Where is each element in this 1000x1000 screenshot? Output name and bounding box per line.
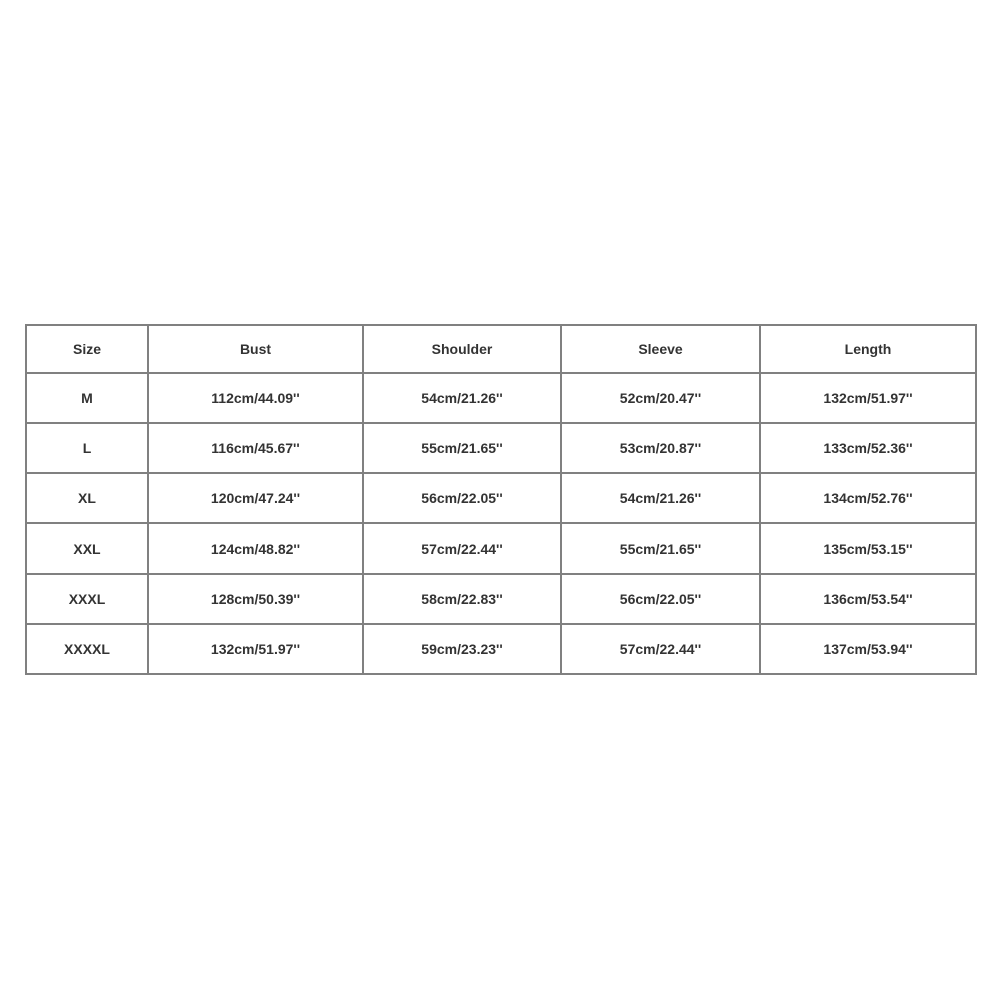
header-shoulder: Shoulder — [363, 325, 561, 373]
sleeve-cell: 57cm/22.44'' — [561, 624, 760, 674]
table-row — [26, 473, 976, 523]
shoulder-cell: 59cm/23.23'' — [363, 624, 561, 674]
bust-cell: 120cm/47.24'' — [148, 473, 363, 523]
length-cell: 135cm/53.15'' — [760, 523, 976, 573]
shoulder-cell: 58cm/22.83'' — [363, 574, 561, 624]
shoulder-cell: 57cm/22.44'' — [363, 523, 561, 573]
header-bust: Bust — [148, 325, 363, 373]
size-cell: XXXXL — [26, 624, 148, 674]
shoulder-cell: 54cm/21.26'' — [363, 373, 561, 423]
table-row — [26, 574, 976, 624]
header-length: Length — [760, 325, 976, 373]
sleeve-cell: 52cm/20.47'' — [561, 373, 760, 423]
size-cell: XXL — [26, 523, 148, 573]
size-cell: M — [26, 373, 148, 423]
sleeve-cell: 53cm/20.87'' — [561, 423, 760, 473]
bust-cell: 128cm/50.39'' — [148, 574, 363, 624]
bust-cell: 116cm/45.67'' — [148, 423, 363, 473]
sleeve-cell: 54cm/21.26'' — [561, 473, 760, 523]
shoulder-cell: 55cm/21.65'' — [363, 423, 561, 473]
table-row — [26, 523, 976, 573]
sleeve-cell: 55cm/21.65'' — [561, 523, 760, 573]
length-cell: 134cm/52.76'' — [760, 473, 976, 523]
length-cell: 137cm/53.94'' — [760, 624, 976, 674]
size-cell: L — [26, 423, 148, 473]
size-chart-table — [25, 324, 977, 675]
size-cell: XL — [26, 473, 148, 523]
sleeve-cell: 56cm/22.05'' — [561, 574, 760, 624]
header-size: Size — [26, 325, 148, 373]
length-cell: 132cm/51.97'' — [760, 373, 976, 423]
bust-cell: 132cm/51.97'' — [148, 624, 363, 674]
table-row — [26, 423, 976, 473]
table-row — [26, 624, 976, 674]
header-sleeve: Sleeve — [561, 325, 760, 373]
table-row — [26, 373, 976, 423]
shoulder-cell: 56cm/22.05'' — [363, 473, 561, 523]
bust-cell: 112cm/44.09'' — [148, 373, 363, 423]
header-row — [26, 325, 976, 373]
bust-cell: 124cm/48.82'' — [148, 523, 363, 573]
size-cell: XXXL — [26, 574, 148, 624]
length-cell: 133cm/52.36'' — [760, 423, 976, 473]
length-cell: 136cm/53.54'' — [760, 574, 976, 624]
